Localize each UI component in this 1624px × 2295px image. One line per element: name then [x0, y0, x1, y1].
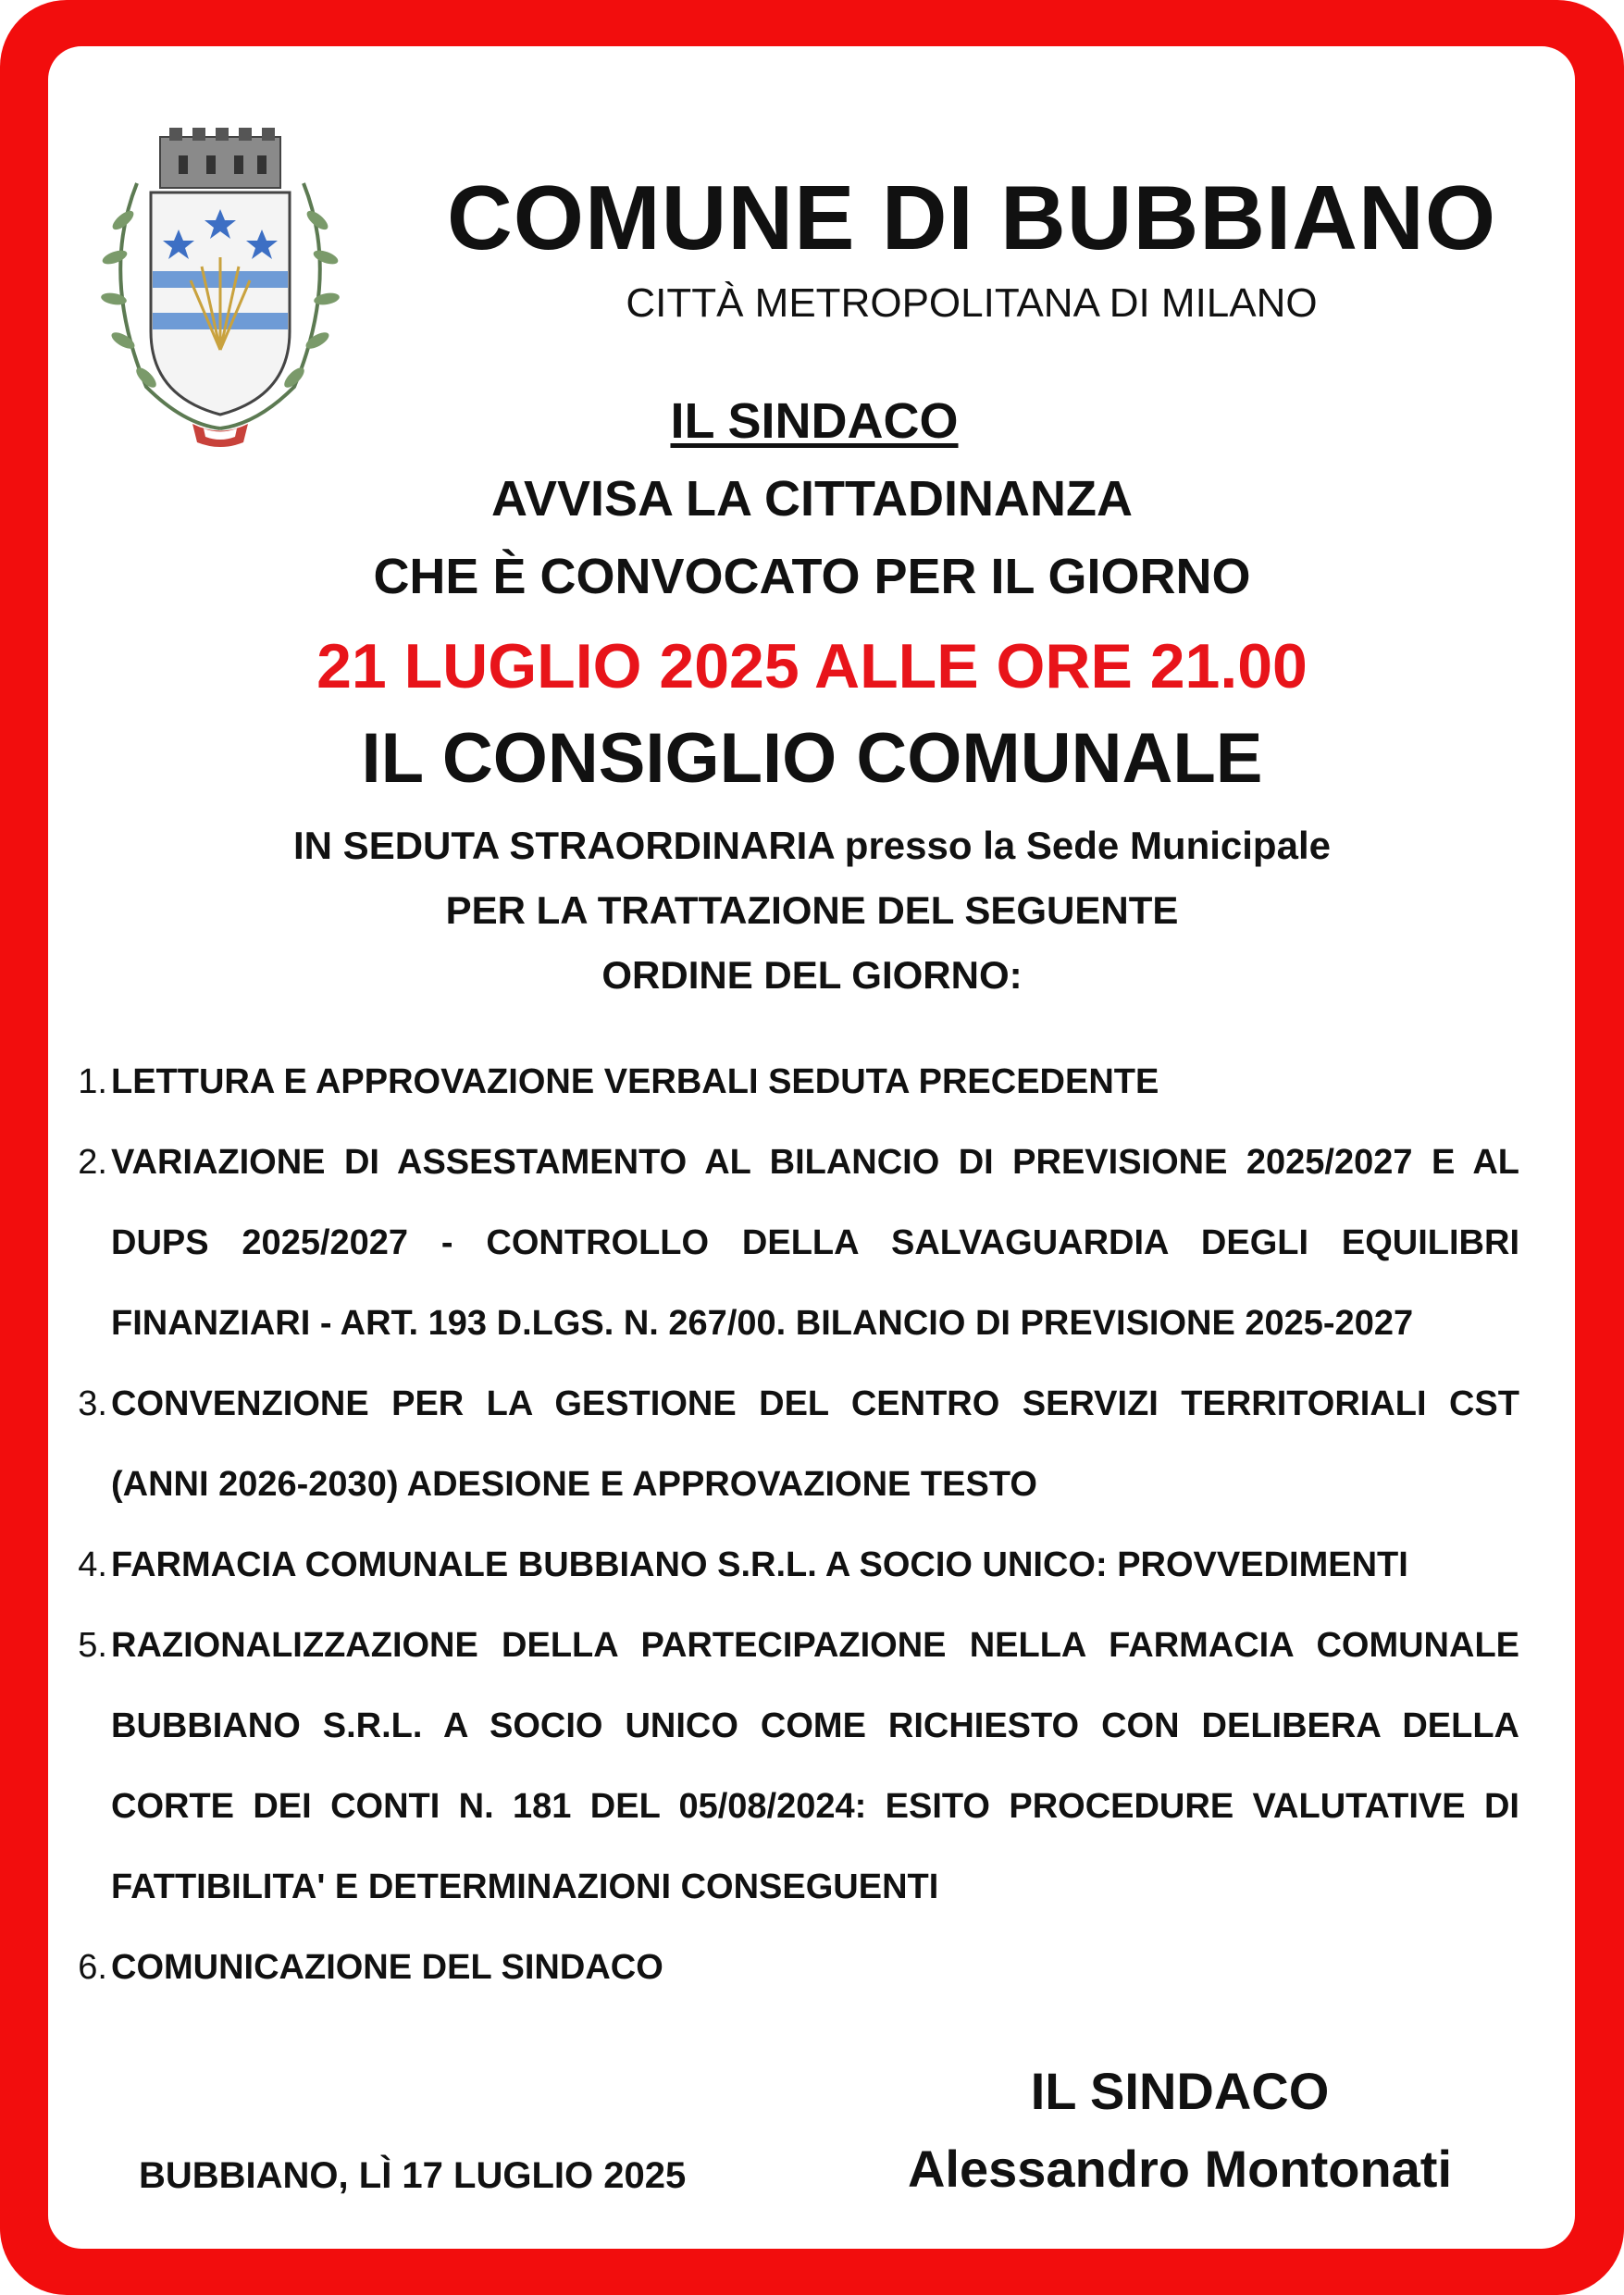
- agenda-item-number: 6.: [78, 1948, 107, 1987]
- session-line-2: PER LA TRATTAZIONE DEL SEGUENTE: [445, 888, 1179, 932]
- agenda-item-text: CONVENZIONE PER LA GESTIONE DEL CENTRO SERVIZI TERRITORIALI CST (ANNI 2026-2030) ADESIONE E APPROVAZIONE TESTO: [111, 1384, 1519, 1504]
- agenda-item-text: RAZIONALIZZAZIONE DELLA PARTECIPAZIONE NELLA FARMACIA COMUNALE BUBBIANO S.R.L. A SOCIO UNICO COME RICHIESTO CON DELIBERA DELLA CORTE DEI CONTI N. 181 DEL 05/08/2024: ESITO PROCEDURE VALUTATIVE DI FATTIBILITA' E DETERMINAZIONI CONSEGUENTI: [111, 1626, 1519, 1906]
- agenda-item-text: VARIAZIONE DI ASSESTAMENTO AL BILANCIO DI PREVISIONE 2025/2027 E AL DUPS 2025/2027 - CONTROLLO DELLA SALVAGUARDIA DEGLI EQUILIBRI FINANZIARI - ART. 193 D.LGS. N. 267/00. BILANCIO DI PREVISIONE 2025-2027: [111, 1143, 1519, 1343]
- place-and-date: BUBBIANO, LÌ 17 LUGLIO 2025: [139, 2155, 687, 2196]
- agenda-item-text: FARMACIA COMUNALE BUBBIANO S.R.L. A SOCIO UNICO: PROVVEDIMENTI: [111, 1545, 1408, 1584]
- council-title: IL CONSIGLIO COMUNALE: [361, 719, 1263, 798]
- agenda-item: [67, 1042, 1519, 1123]
- session-line-3: ORDINE DEL GIORNO:: [601, 953, 1023, 997]
- signatory-name: Alessandro Montonati: [907, 2140, 1453, 2198]
- session-line-1: IN SEDUTA STRAORDINARIA presso la Sede Municipale: [293, 824, 1331, 867]
- agenda-item-text: COMUNICAZIONE DEL SINDACO: [111, 1948, 663, 1987]
- agenda-item: [67, 1606, 1519, 1928]
- agenda-item-text: LETTURA E APPROVAZIONE VERBALI SEDUTA PRECEDENTE: [111, 1062, 1159, 1101]
- agenda-item: [67, 1928, 1519, 2008]
- agenda-list: [67, 1042, 1519, 2008]
- agenda-item-number: 4.: [78, 1545, 107, 1584]
- notice-line-2: CHE È CONVOCATO PER IL GIORNO: [373, 549, 1251, 604]
- municipal-coat-of-arms-icon: [81, 118, 359, 461]
- agenda-item-number: 2.: [78, 1143, 107, 1182]
- page-title: COMUNE DI BUBBIANO: [446, 167, 1497, 268]
- agenda-item: [67, 1364, 1519, 1525]
- agenda-item-number: 5.: [78, 1626, 107, 1665]
- signatory-role: IL SINDACO: [1030, 2062, 1330, 2120]
- agenda-item: [67, 1525, 1519, 1606]
- agenda-item-number: 1.: [78, 1062, 107, 1101]
- agenda-item-number: 3.: [78, 1384, 107, 1423]
- notice-heading: IL SINDACO: [670, 393, 959, 449]
- agenda-item: [67, 1123, 1519, 1364]
- meeting-date: 21 LUGLIO 2025 ALLE ORE 21.00: [316, 631, 1308, 701]
- page-subtitle: CITTÀ METROPOLITANA DI MILANO: [626, 280, 1318, 326]
- notice-line-1: AVVISA LA CITTADINANZA: [491, 471, 1133, 527]
